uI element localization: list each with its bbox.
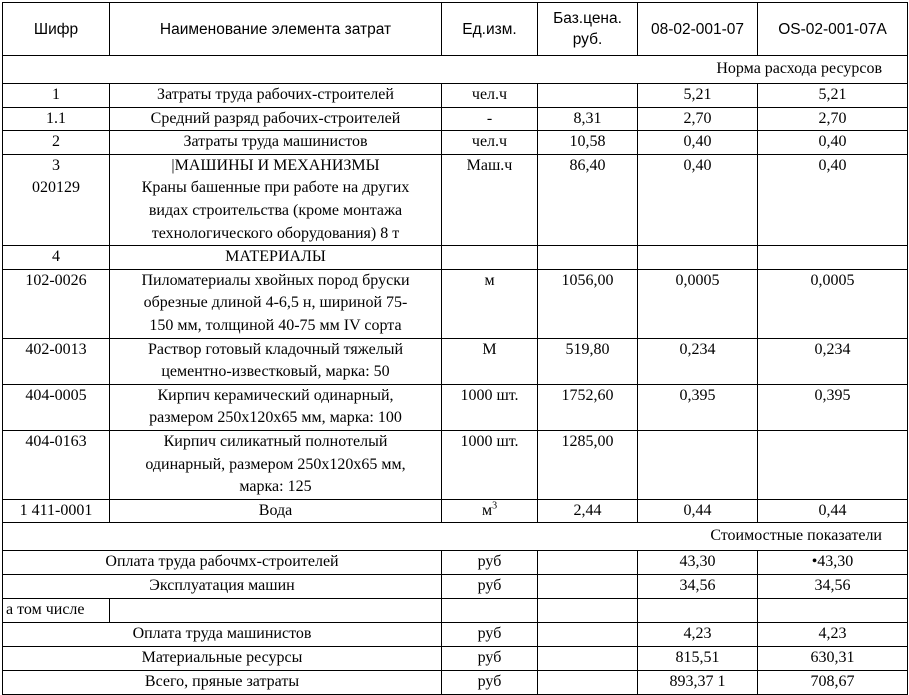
row-name [110,269,442,338]
row-code-line: 404-0005 [25,386,87,404]
cost-row [3,551,908,575]
row-name-line: Вода [258,501,293,519]
row-value-b: 0,40 [758,154,908,245]
row-price: 86,40 [538,154,638,245]
row-unit: м [442,269,538,338]
cost-row [3,623,908,647]
row-name-line: марка: 125 [239,478,312,496]
row-price: 519,80 [538,338,638,384]
row-value-b [758,430,908,499]
row-code [3,107,110,131]
cost-blank [538,671,638,695]
row-name [110,107,442,131]
cost-row [3,647,908,671]
cost-rows [3,551,908,695]
row-unit [442,246,538,270]
header-col-b: OS-02-001-07A [758,3,908,56]
row-value-b: 0,0005 [758,269,908,338]
row-value-a [638,246,758,270]
row-name-line: Пиломатериалы хвойных пород бруски [141,271,410,289]
row-value-b: 5,21 [758,84,908,108]
row-code-line: 1.1 [46,109,66,127]
row-name-line: одинарный, размером 250х120х65 мм, [145,455,406,473]
header-code: Шифр [3,3,110,56]
row-name-line: |МАШИНЫ И МЕХАНИЗМЫ [171,156,380,174]
row-value-a [638,430,758,499]
header-name: Наименование элемента затрат [110,3,442,56]
resource-row [3,384,908,430]
row-name-line: обрезные длиной 4-6,5 н, шириной 75- [143,294,408,312]
row-name-line: технологического оборудования) 8 т [151,224,400,242]
row-value-a: 5,21 [638,84,758,108]
cost-table [2,2,908,695]
row-name [110,84,442,108]
including-blank [538,599,638,623]
resource-row [3,131,908,155]
row-unit: - [442,107,538,131]
row-unit: чел.ч [442,131,538,155]
cost-value-a: 893,37 1 [638,671,758,695]
including-blank [638,599,758,623]
resource-row [3,338,908,384]
row-name-line: Раствор готовый кладочный тяжелый [147,340,404,358]
header-base-price-line: руб. [572,31,603,48]
row-name [110,246,442,270]
row-code-line: 402-0013 [25,340,87,358]
header-row [3,3,908,56]
row-code-line: 2 [52,133,60,151]
cost-label: Эксплуатация машин [3,575,442,599]
row-name-line: видах строительства (кроме монтажа [148,201,403,219]
resource-row [3,246,908,270]
row-code-line: 404-0163 [25,432,87,450]
row-name-line: цементно-известковый, марка: 50 [161,363,390,381]
cost-label: Оплата труда машинистов [3,623,442,647]
cost-unit: руб [442,671,538,695]
row-price [538,84,638,108]
row-name-line: Кирпич керамический одинарный, [157,386,394,404]
section-norms-title: Норма расхода ресурсов [3,56,908,84]
cost-value-b: 630,31 [758,647,908,671]
row-value-a: 0,40 [638,154,758,245]
row-code [3,154,110,245]
row-code [3,131,110,155]
row-name [110,430,442,499]
row-price: 8,31 [538,107,638,131]
row-unit: чел.ч [442,84,538,108]
row-name [110,131,442,155]
cost-value-b: 708,67 [758,671,908,695]
cost-label: Оплата труда рабочмх-строителей [3,551,442,575]
resource-row [3,430,908,499]
including-blank [110,599,442,623]
row-name [110,154,442,245]
cost-label: Всего, пряные затраты [3,671,442,695]
row-name [110,338,442,384]
row-code [3,499,110,523]
row-value-b: 2,70 [758,107,908,131]
row-code-line: 3 [52,156,60,174]
row-name-line: Краны башенные при работе на других [141,179,410,197]
cost-row [3,575,908,599]
cost-blank [538,551,638,575]
row-price: 2,44 [538,499,638,523]
cost-blank [538,575,638,599]
cost-value-b: •43,30 [758,551,908,575]
row-value-a: 0,44 [638,499,758,523]
including-blank [442,599,538,623]
section-costs-title: Стоимостные показатели [3,523,908,551]
row-code-line: 1 [52,86,60,103]
row-value-b: 0,40 [758,131,908,155]
row-value-a: 0,395 [638,384,758,430]
row-price: 1752,60 [538,384,638,430]
row-unit: Маш.ч [442,154,538,245]
row-code [3,269,110,338]
row-price: 1285,00 [538,430,638,499]
cost-label: Материальные ресурсы [3,647,442,671]
resource-row [3,499,908,523]
cost-row [3,671,908,695]
row-price [538,246,638,270]
resource-rows [3,84,908,523]
section-row-norms [3,56,908,84]
cost-value-a: 4,23 [638,623,758,647]
row-code-line: 020129 [32,179,80,197]
row-value-b: 0,234 [758,338,908,384]
row-name [110,499,442,523]
cost-blank [538,623,638,647]
cost-unit: руб [442,623,538,647]
row-name-line: Средний разряд рабочих-строителей [150,109,401,127]
row-value-a: 0,0005 [638,269,758,338]
cost-value-a: 34,56 [638,575,758,599]
resource-row [3,154,908,245]
row-value-a: 0,234 [638,338,758,384]
section-row-costs [3,523,908,551]
row-code-line: 4 [52,248,60,266]
row-price: 10,58 [538,131,638,155]
resource-row [3,107,908,131]
cost-unit: руб [442,551,538,575]
row-value-a: 2,70 [638,107,758,131]
header-base-price-line: Баз.цена. [553,10,622,27]
header-base-price [538,3,638,56]
row-value-a: 0,40 [638,131,758,155]
row-value-b: 0,44 [758,499,908,523]
row-code-line: 102-0026 [25,271,87,289]
header-col-a: 08-02-001-07 [638,3,758,56]
row-code [3,430,110,499]
including-label: а том числе [3,599,110,623]
cost-unit: руб [442,647,538,671]
row-value-b [758,246,908,270]
row-name-line: Кирпич силикатный полнотелый [163,432,388,450]
row-name [110,384,442,430]
row-name-line: МАТЕРИАЛЫ [225,248,326,266]
row-code [3,84,110,108]
row-unit: 1000 шт. [442,430,538,499]
cost-value-b: 4,23 [758,623,908,647]
row-code-line: 1 411-0001 [19,501,93,519]
row-name-line: Затраты труда машинистов [183,133,368,151]
row-unit: М [442,338,538,384]
row-unit: $м^3$ [442,499,538,523]
row-code [3,384,110,430]
row-unit: 1000 шт. [442,384,538,430]
row-code [3,338,110,384]
row-value-b: 0,395 [758,384,908,430]
cost-value-a: 43,30 [638,551,758,575]
including-row [3,599,908,623]
row-name-line: размером 250х120х65 мм, марка: 100 [149,409,402,427]
resource-row [3,84,908,108]
header-unit: Ед.изм. [442,3,538,56]
including-blank [758,599,908,623]
cost-value-b: 34,56 [758,575,908,599]
row-name-line: Затраты труда рабочих-строителей [157,86,394,103]
row-code [3,246,110,270]
cost-value-a: 815,51 [638,647,758,671]
cost-unit: руб [442,575,538,599]
row-unit-sup: 3 [492,500,498,512]
cost-blank [538,647,638,671]
row-name-line: 150 мм, толщиной 40-75 мм IV сорта [149,316,402,334]
resource-row [3,269,908,338]
row-price: 1056,00 [538,269,638,338]
